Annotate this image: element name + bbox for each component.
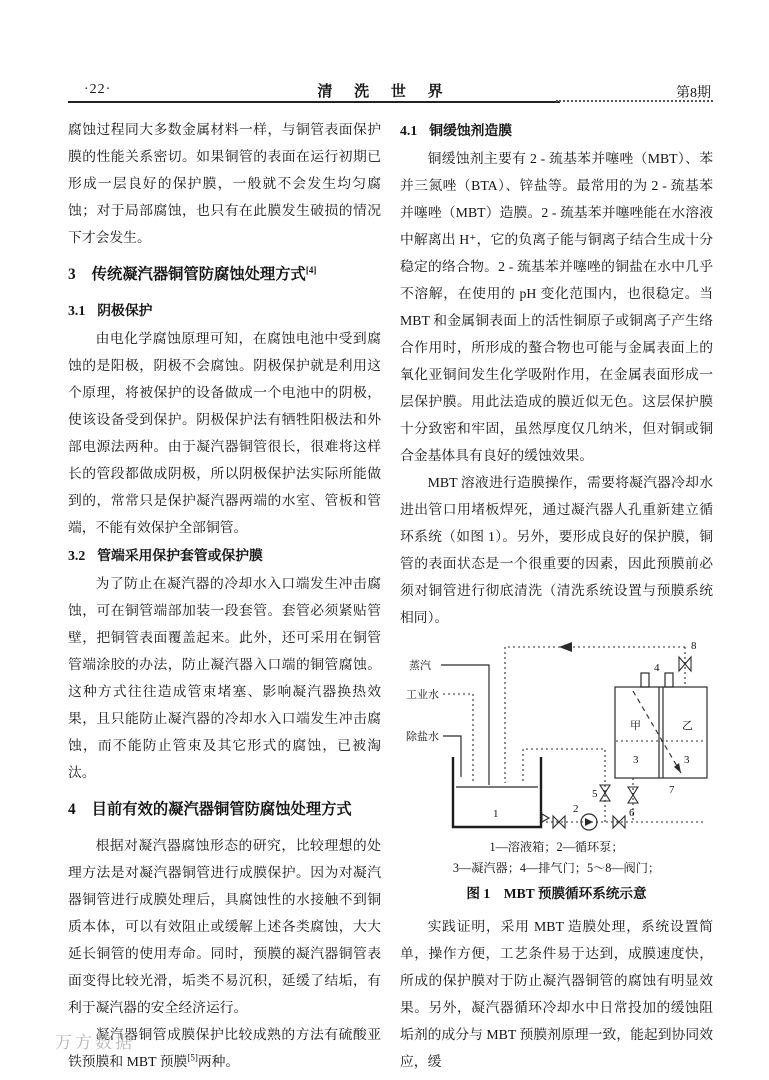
- label-pump-2: 2: [572, 803, 578, 815]
- subsection-3-2-title: 管端采用保护套管或保护膜: [97, 548, 263, 563]
- header-rule-solid: [68, 101, 560, 103]
- vent-valve-icon-1: [641, 673, 649, 687]
- header-page-number: ·22·: [84, 82, 112, 97]
- subsection-heading-3-1: [68, 297, 381, 324]
- header-issue-number: 第8期: [676, 86, 711, 101]
- pump-arrow-icon: [585, 818, 593, 826]
- wanfang-watermark: 万方数据: [55, 1033, 135, 1052]
- pipe-industrial-water: [443, 694, 473, 783]
- label-chamber-yi: 乙: [681, 720, 693, 732]
- paragraph-4b-reference: [5]: [187, 1052, 198, 1063]
- section-3-reference: [4]: [305, 264, 317, 275]
- valve-8-icon2: [685, 657, 691, 671]
- label-vent-4: 4: [653, 662, 659, 674]
- label-tank-1: 1: [492, 808, 498, 820]
- label-industrial-water: 工业水: [405, 689, 439, 701]
- figure-1: [400, 637, 713, 906]
- label-valve-7: 7: [668, 784, 674, 796]
- paragraph-3-2: 为了防止在凝汽器的冷却水入口端发生冲击腐蚀，可在铜管端部加装一段套管。套管必须紧贴管壁，把铜管表面覆盖起来。此外，还可采用在铜管管端涂胶的办法，防止凝汽器入口端的铜管腐蚀。这种方式往往造成管束堵塞、影响凝汽器换热效果，且只能防止凝汽器的冷却水入口端发生冲击腐蚀，而不能防止管束及其它形式的腐蚀，已被淘汰。: [68, 576, 381, 780]
- paragraph-4-1b: MBT 溶液进行造膜操作，需要将凝汽器冷却水进出管口用堵板焊死，通过凝汽器人孔重新建立循环系统（如图 1）。另外，要形成良好的保护膜，铜管的表面状态是一个很重要的因素，因此预膜前必须对铜管进行彻底清洗（清洗系统设置与预膜系统相同）。: [400, 475, 713, 625]
- mbt-circulation-diagram: [401, 637, 713, 837]
- subsection-3-1-title: 阴极保护: [97, 303, 153, 318]
- column-left: [68, 116, 381, 1075]
- vent-valve-icon-2: [665, 673, 673, 687]
- label-chamber-right-3: 3: [683, 754, 689, 766]
- flow-diagonal: [633, 691, 681, 773]
- paragraph-4-1c: 实践证明，采用 MBT 造膜处理，系统设置简单，操作方便，工艺条件易于达到，成膜速度快，所成的保护膜对于防止凝汽器铜管的腐蚀有明显效果。另外，凝汽器循环冷却水中日常投加的缓蚀阻垢剂的成分与 MBT 预膜剂原理一致，能起到协同效应，缓: [400, 919, 713, 1069]
- subsection-heading-3-2: [68, 542, 381, 569]
- paragraph-4b-tail: 两种。: [197, 1054, 240, 1069]
- pipe-bypass: [523, 749, 605, 822]
- subsection-heading-4-1: [400, 117, 713, 144]
- subsection-3-2-number: 3.2: [68, 548, 86, 563]
- label-steam: 蒸汽: [408, 660, 431, 672]
- paragraph-intro-continuation: 腐蚀过程同大多数金属材料一样，与铜管表面保护膜的性能关系密切。如果铜管的表面在运行初期已形成一层良好的保护膜，一般就不会发生均匀腐蚀；对于局部腐蚀，也只有在此膜发生破损的情况下才会发生。: [68, 122, 381, 245]
- label-chamber-left-3: 3: [632, 754, 638, 766]
- figure-caption-line1: 1—溶液箱；2—循环泵；: [489, 840, 624, 854]
- figure-title: 图 1 MBT 预膜循环系统示意: [466, 886, 647, 901]
- subsection-3-1-number: 3.1: [68, 303, 86, 318]
- label-valve-6: 6: [628, 807, 634, 819]
- section-3-number: 3: [68, 266, 76, 283]
- arrow-return-flow: [559, 642, 572, 652]
- header-journal-title: 清 洗 世 界: [317, 84, 452, 100]
- subsection-4-1-number: 4.1: [400, 123, 418, 138]
- label-chamber-jia: 甲: [629, 720, 641, 732]
- paragraph-3-1: 由电化学腐蚀原理可知，在腐蚀电池中受到腐蚀的是阳极，阴极不会腐蚀。阴极保护就是利用这个原理，将被保护的设备做成一个电池中的阴极，使该设备受到保护。阴极保护法有牺牲阳极法和外部电源法两种。由于凝汽器铜管很长，很难将这样长的管段都做成阴极，所以阴极保护法实际所能做到的，常常只是保护凝汽器两端的水室、管板和管端，不能有效保护全部铜管。: [68, 331, 381, 535]
- condenser-box: [615, 687, 707, 778]
- paragraph-4a: 根据对凝汽器腐蚀形态的研究，比较理想的处理方法是对凝汽器铜管进行成膜保护。因为对凝汽器铜管进行成膜处理后，具腐蚀性的水接触不到铜质本体，可以有效阻止或缓解上述各类腐蚀，大大延长铜管的使用寿命。同时，预膜的凝汽器铜管表面变得比较光滑，垢类不易沉积，延缓了结垢，有利于凝汽器的安全经济运行。: [68, 838, 381, 1015]
- tank-outlet-valve-icon: [542, 814, 549, 822]
- figure-caption-line2: 3—凝汽器；4—排气门；5～8—阀门；: [452, 861, 661, 875]
- section-heading-4: [68, 797, 381, 823]
- flow-diagonal-arrow: [674, 763, 681, 773]
- paragraph-4-1a: 铜缓蚀剂主要有 2 - 巯基苯并噻唑（MBT）、苯并三氮唑（BTA）、锌盐等。最常用的为 2 - 巯基苯并噻唑（MBT）造膜。2 - 巯基苯并噻唑能在水溶液中解离出 H⁺，它的负离子能与铜离子结合生成十分稳定的络合物。2 - 巯基苯并噻唑的铜盐在水中几乎不溶解，在使用的 pH 变化范围内，也很稳定。当 MBT 和金属铜表面上的活性铜原子或铜离子产生络合作用时，所形成的螯合物也可能与金属表面上的氧化亚铜间发生化学吸附作用，在金属表面形成一层保护膜。用此法造成的膜近似无色。这层保护膜十分致密和牢固，虽然厚度仅几纳米，但对铜或铜合金基体具有良好的缓蚀效果。: [400, 151, 713, 463]
- section-heading-3: [68, 262, 381, 288]
- label-valve-5: 5: [591, 788, 597, 800]
- pipe-steam: [441, 665, 489, 785]
- label-valve-8: 8: [690, 640, 696, 652]
- subsection-4-1-title: 铜缓蚀剂造膜: [429, 123, 513, 138]
- valve-8-icon: [679, 657, 685, 671]
- section-4-title: 目前有效的凝汽器铜管防腐蚀处理方式: [91, 801, 352, 818]
- paragraph-4b-text: 凝汽器铜管成膜保护比较成熟的方法有硫酸亚铁预膜和 MBT 预膜: [68, 1027, 381, 1069]
- label-demin-water: 除盐水: [405, 731, 439, 743]
- section-3-title: 传统凝汽器铜管防腐蚀处理方式: [91, 266, 306, 283]
- section-4-number: 4: [68, 801, 76, 818]
- column-right: [400, 116, 713, 1075]
- header-rule-dotted: [556, 100, 713, 102]
